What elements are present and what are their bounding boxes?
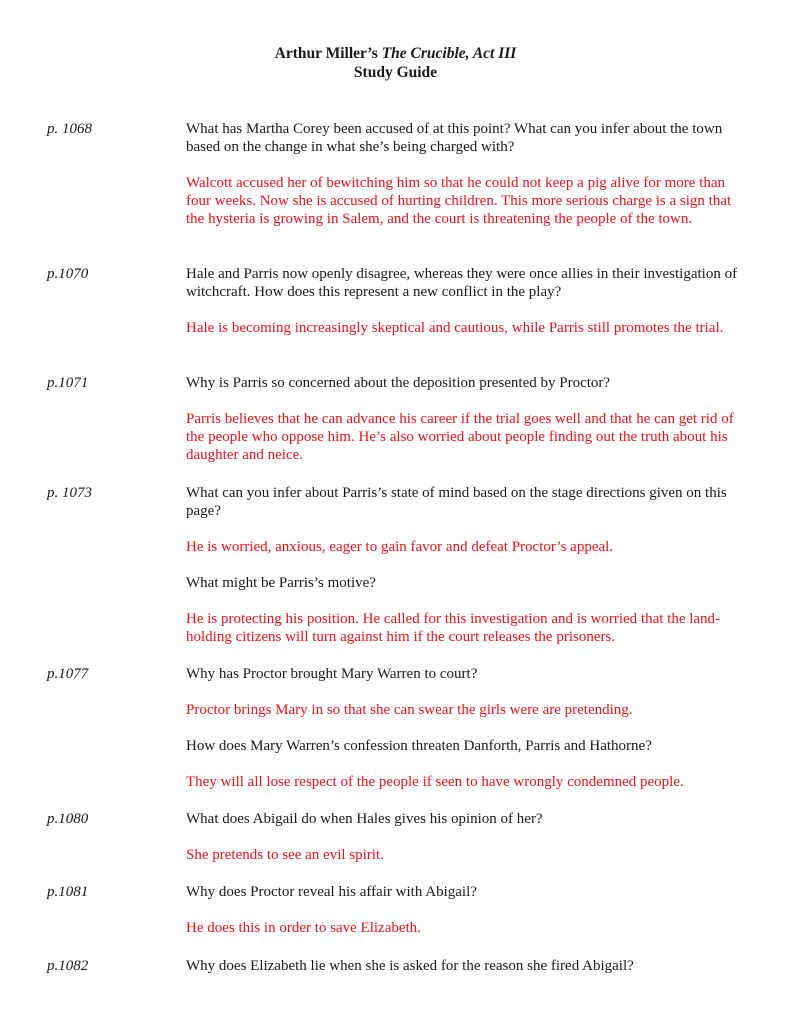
question-text: What does Abigail do when Hales gives his opinion of her? <box>186 811 543 827</box>
qa-block <box>186 957 751 975</box>
answer-text: Parris believes that he can advance his career if the trial goes well and that he can get rid of the people who oppose him. He’s also worried about people finding out the truth about his daughter and neice. <box>186 411 734 463</box>
qa-block <box>186 374 751 464</box>
page-reference: p.1081 <box>47 884 89 900</box>
title-line-1 <box>0 44 791 63</box>
page-reference: p. 1073 <box>47 485 92 501</box>
qa-block <box>186 810 751 864</box>
question-text: How does Mary Warren’s confession threaten Danforth, Parris and Hathorne? <box>186 738 652 754</box>
title-subtitle: Study Guide <box>353 64 438 81</box>
answer-text: Proctor brings Mary in so that she can swear the girls were are pretending. <box>186 702 633 718</box>
title-author: Arthur Miller’s <box>274 45 382 62</box>
answer-text: He does this in order to save Elizabeth. <box>186 920 421 936</box>
page-reference: p. 1068 <box>47 121 92 137</box>
qa-block <box>186 484 751 646</box>
qa-block <box>186 665 751 791</box>
page-reference: p.1071 <box>47 375 89 391</box>
page-reference: p.1077 <box>47 666 89 682</box>
question-text: What might be Parris’s motive? <box>186 575 376 591</box>
question-text: Hale and Parris now openly disagree, whereas they were once allies in their investigation of witchcraft. How does this represent a new conflict in the play? <box>186 266 738 300</box>
question-text: What can you infer about Parris’s state of mind based on the stage directions given on this page? <box>186 485 727 519</box>
answer-text: Hale is becoming increasingly skeptical and cautious, while Parris still promotes the trial. <box>186 320 724 336</box>
answer-text: He is protecting his position. He called for this investigation and is worried that the land-holding citizens will turn against him if the court releases the prisoners. <box>186 611 721 645</box>
answer-text: She pretends to see an evil spirit. <box>186 847 384 863</box>
answer-text: They will all lose respect of the people if seen to have wrongly condemned people. <box>186 774 684 790</box>
question-text: Why has Proctor brought Mary Warren to court? <box>186 666 478 682</box>
qa-block <box>186 120 751 228</box>
answer-text: He is worried, anxious, eager to gain favor and defeat Proctor’s appeal. <box>186 539 614 555</box>
page-reference: p.1080 <box>47 811 89 827</box>
answer-text: Walcott accused her of bewitching him so that he could not keep a pig alive for more than four weeks. Now she is accused of hurting children. This more serious charge is a sign that the hysteria is growing in Salem, and the court is threatening the people of the town. <box>186 175 732 227</box>
question-text: Why is Parris so concerned about the deposition presented by Proctor? <box>186 375 611 391</box>
title-work: The Crucible, Act III <box>381 45 517 62</box>
page-reference: p.1082 <box>47 958 89 974</box>
qa-block <box>186 265 751 337</box>
document-title <box>0 44 791 82</box>
qa-block <box>186 883 751 937</box>
question-text: Why does Proctor reveal his affair with Abigail? <box>186 884 477 900</box>
question-text: Why does Elizabeth lie when she is asked for the reason she fired Abigail? <box>186 958 634 974</box>
question-text: What has Martha Corey been accused of at this point? What can you infer about the town based on the change in what she’s being charged with? <box>186 121 723 155</box>
page-reference: p.1070 <box>47 266 89 282</box>
